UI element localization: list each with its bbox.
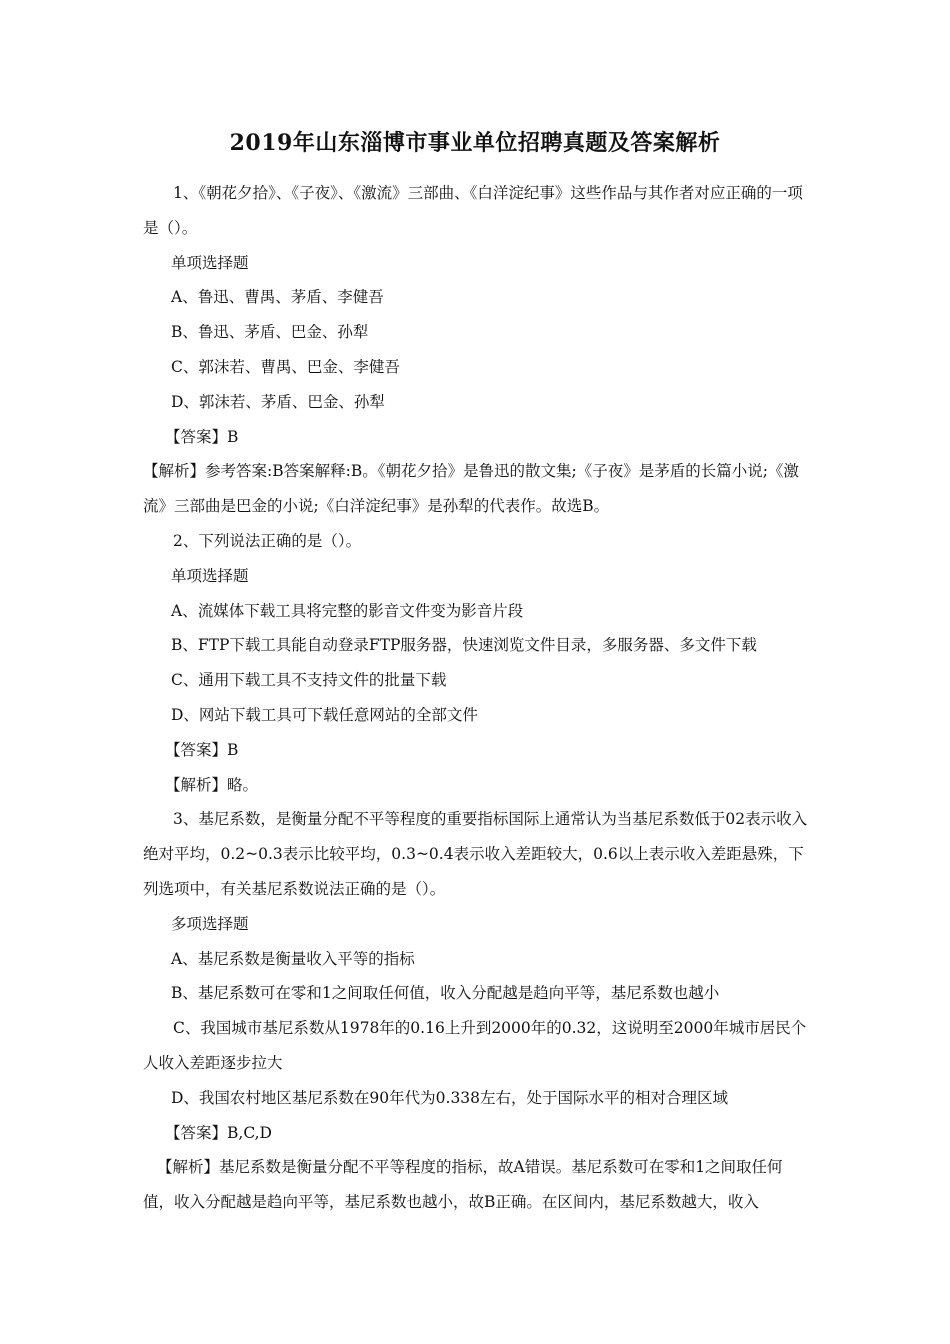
question-1-type: 单项选择题 bbox=[171, 253, 249, 272]
question-1-option-c: C、郭沫若、曹禺、巴金、李健吾 bbox=[171, 357, 400, 376]
page-title: 2019年山东淄博市事业单位招聘真题及答案解析 bbox=[229, 130, 721, 156]
question-2-analysis: 【解析】略。 bbox=[165, 775, 259, 794]
question-3-option-a: A、基尼系数是衡量收入平等的指标 bbox=[171, 949, 415, 968]
question-3-analysis: 【解析】基尼系数是衡量分配不平等程度的指标，故A错误。基尼系数可在零和1之间取任何值，收入分配越是趋向平等，基尼系数也越小，故B正确。在区间内，基尼系数越大，收入 bbox=[143, 1158, 783, 1212]
question-2-option-b: B、FTP下载工具能自动登录FTP服务器，快速浏览文件目录，多服务器、多文件下载 bbox=[171, 636, 757, 655]
question-3-option-b: B、基尼系数可在零和1之间取任何值，收入分配越是趋向平等，基尼系数也越小 bbox=[171, 984, 720, 1003]
question-1-stem: 1、《朝花夕拾》、《子夜》、《激流》三部曲、《白洋淀纪事》这些作品与其作者对应正确的一项是（）。 bbox=[143, 184, 803, 237]
question-3-type: 多项选择题 bbox=[171, 914, 249, 933]
question-2-option-d: D、网站下载工具可下载任意网站的全部文件 bbox=[171, 705, 478, 724]
question-1-option-d: D、郭沫若、茅盾、巴金、孙犁 bbox=[171, 392, 385, 411]
document-body bbox=[143, 176, 813, 1220]
question-2-answer: 【答案】B bbox=[165, 740, 239, 759]
question-2-stem: 2、下列说法正确的是（）。 bbox=[173, 531, 362, 550]
question-1-option-a: A、鲁迅、曹禺、茅盾、李健吾 bbox=[171, 288, 384, 307]
question-1-answer: 【答案】B bbox=[165, 427, 239, 446]
question-3-option-d: D、我国农村地区基尼系数在90年代为0.338左右，处于国际水平的相对合理区域 bbox=[171, 1088, 729, 1107]
question-3-answer: 【答案】B,C,D bbox=[165, 1123, 272, 1142]
question-3-stem: 3、基尼系数，是衡量分配不平等程度的重要指标国际上通常认为当基尼系数低于02表示收入绝对平均，0.2~0.3表示比较平均，0.3~0.4表示收入差距较大，0.6以上表示收入差距悬殊，下列选项中，有关基尼系数说法正确的是（）。 bbox=[143, 810, 808, 898]
question-2-type: 单项选择题 bbox=[171, 566, 249, 585]
question-2-option-c: C、通用下载工具不支持文件的批量下载 bbox=[171, 671, 447, 690]
question-1-option-b: B、鲁迅、茅盾、巴金、孙犁 bbox=[171, 323, 369, 342]
question-1-analysis: 【解析】参考答案:B答案解释:B。《朝花夕拾》是鲁迅的散文集;《子夜》是茅盾的长篇小说;《激流》三部曲是巴金的小说;《白洋淀纪事》是孙犁的代表作。故选B。 bbox=[143, 462, 799, 516]
question-2-option-a: A、流媒体下载工具将完整的影音文件变为影音片段 bbox=[171, 601, 524, 620]
question-3-option-c: C、我国城市基尼系数从1978年的0.16上升到2000年的0.32，这说明至2000年城市居民个人收入差距逐步拉大 bbox=[143, 1019, 807, 1072]
